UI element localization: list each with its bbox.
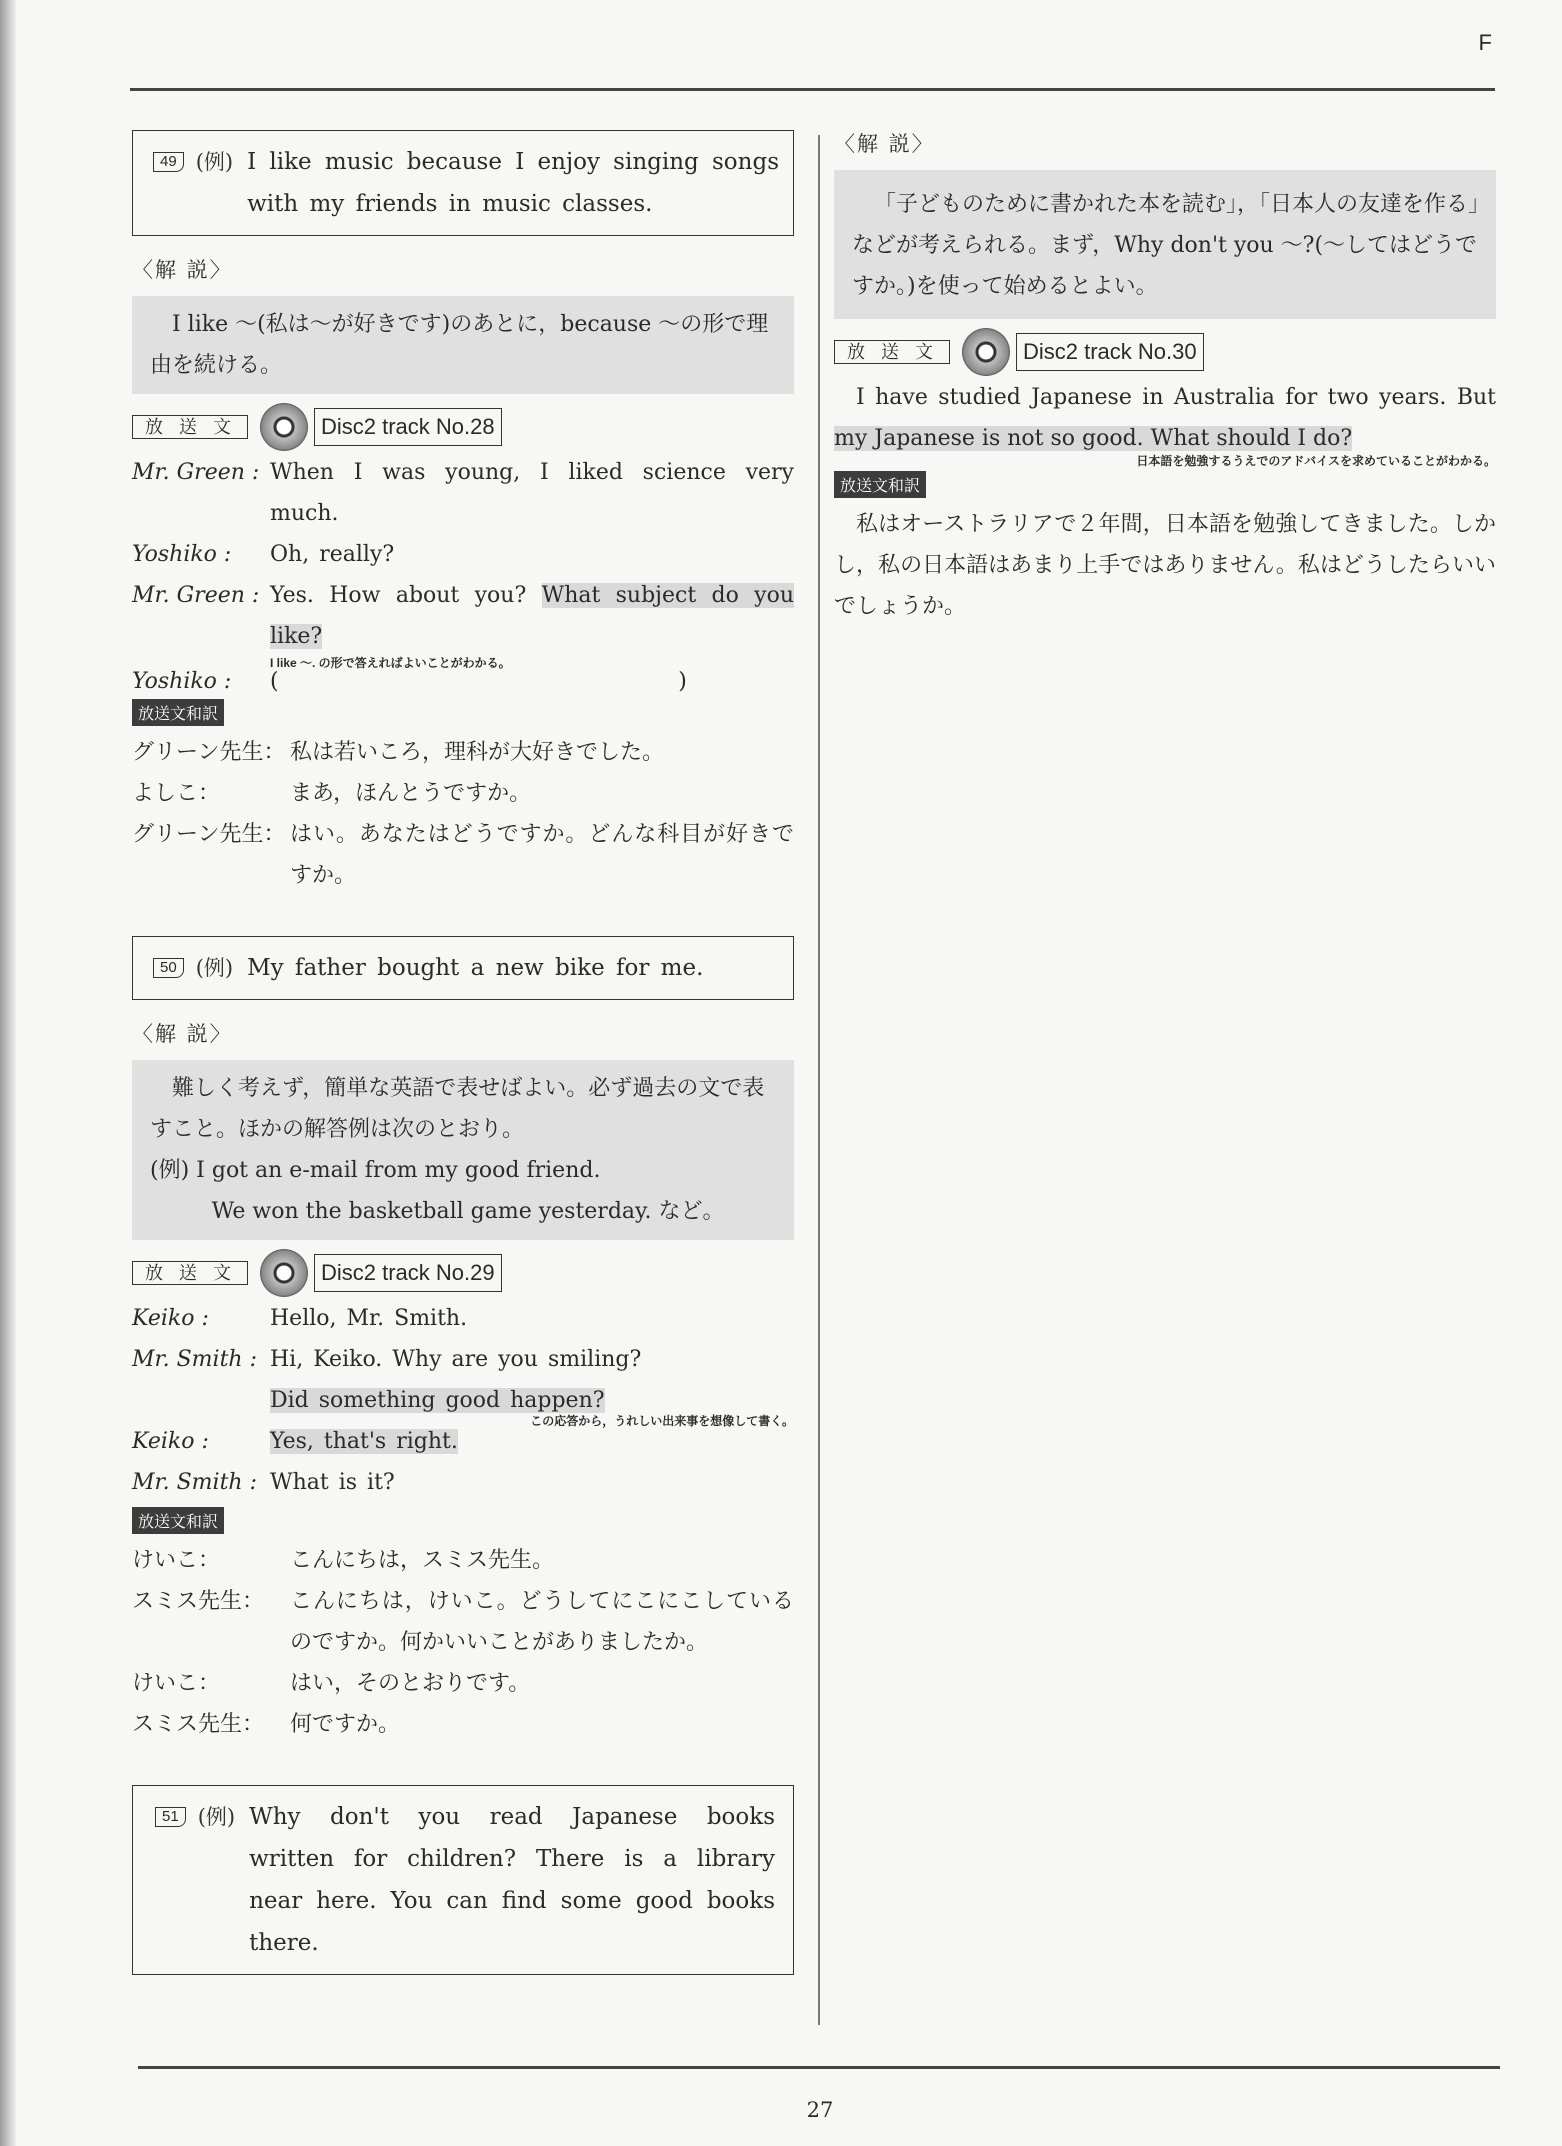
explanation-heading: 〈解 説〉 xyxy=(834,132,935,156)
translation-text: 何ですか。 xyxy=(290,1712,401,1737)
translation-line xyxy=(132,773,794,814)
speaker: Mr. Smith : xyxy=(132,1470,257,1495)
speaker: グリーン先生： xyxy=(132,740,286,765)
question-number: 49 xyxy=(153,152,184,172)
speaker: Yoshiko : xyxy=(132,669,232,694)
answer-box-51 xyxy=(132,1785,794,1975)
broadcast-header xyxy=(132,1248,794,1298)
speaker: Yoshiko : xyxy=(132,542,232,567)
answer-text: Why don't you read Japanese books written for children? There is a library near here. You can find some good books there. xyxy=(249,1804,775,1956)
dialogue-line xyxy=(132,1339,794,1421)
answer-text: I like music because I enjoy singing songs with my friends in music classes. xyxy=(247,149,779,217)
speaker: Keiko : xyxy=(132,1306,209,1331)
speaker: けいこ： xyxy=(132,1671,221,1696)
etc-mark: など。 xyxy=(658,1199,725,1224)
answer-blank: ( ) xyxy=(270,669,687,694)
example-mark: (例) xyxy=(150,1158,190,1183)
cd-icon xyxy=(962,328,1010,376)
dialogue-line xyxy=(132,669,794,695)
explanation-box xyxy=(132,296,794,394)
speaker: スミス先生： xyxy=(132,1712,265,1737)
example-mark: (例) xyxy=(197,1805,236,1829)
utterance: Hello, Mr. Smith. xyxy=(270,1306,468,1331)
speaker: Keiko : xyxy=(132,1429,209,1454)
utterance xyxy=(270,1421,794,1462)
example-sentence: I got an e-mail from my good friend. xyxy=(196,1158,601,1183)
example-sentence: We won the basketball game yesterday. xyxy=(211,1199,652,1224)
speaker: Mr. Smith : xyxy=(132,1347,257,1372)
broadcast-script xyxy=(834,377,1496,459)
dialogue-line xyxy=(132,1462,794,1503)
translation-text: まあ，ほんとうですか。 xyxy=(290,781,532,806)
translation-text: 私はオーストラリアで２年間，日本語を勉強してきました。しかし，私の日本語はあまり上手ではありません。私はどうしたらいいでしょうか。 xyxy=(834,512,1496,619)
translation-line xyxy=(132,814,794,896)
dialogue-line xyxy=(132,575,794,657)
translation-text: はい。あなたはどうですか。どんな科目が好きですか。 xyxy=(290,822,794,888)
translation-line xyxy=(132,732,794,773)
answer-box-49 xyxy=(132,130,794,236)
utterance-plain: Hi, Keiko. Why are you smiling? xyxy=(270,1347,642,1372)
translation-label: 放送文和訳 xyxy=(834,471,926,498)
annotation-note: I like 〜. の形で答えればよいことがわかる。 xyxy=(270,656,511,670)
column-divider xyxy=(818,135,820,2025)
utterance-plain: Yes. How about you? xyxy=(270,583,527,608)
broadcast-label: 放送文 xyxy=(132,415,248,439)
translation-label: 放送文和訳 xyxy=(132,699,224,726)
speaker: スミス先生： xyxy=(132,1589,265,1614)
question-number: 51 xyxy=(155,1807,186,1827)
broadcast-header xyxy=(834,327,1496,377)
dialogue-line xyxy=(132,1421,794,1462)
speaker: グリーン先生： xyxy=(132,822,286,847)
broadcast-label: 放送文 xyxy=(132,1261,248,1285)
answer-text: My father bought a new bike for me. xyxy=(247,955,704,981)
translation-label: 放送文和訳 xyxy=(132,1507,224,1534)
broadcast-label: 放送文 xyxy=(834,340,950,364)
explanation-text: 「子どものために書かれた本を読む」，「日本人の友達を作る」などが考えられる。まず，Why don't you 〜?(〜してはどうですか。)を使って始めるとよい。 xyxy=(852,192,1480,299)
translation-line xyxy=(132,1663,794,1704)
bottom-rule xyxy=(138,2066,1500,2069)
track-label: Disc2 track No.30 xyxy=(1016,333,1204,371)
translation-line xyxy=(132,1581,794,1663)
track-label: Disc2 track No.28 xyxy=(314,408,502,446)
translation-text: はい，そのとおりです。 xyxy=(290,1671,531,1696)
broadcast-header xyxy=(132,402,794,452)
explanation-text: 難しく考えず，簡単な英語で表せばよい。必ず過去の文で表すこと。ほかの解答例は次のとおり。 xyxy=(150,1076,765,1142)
page-corner-letter: F xyxy=(1478,30,1492,55)
dialogue-line xyxy=(132,534,794,575)
dialogue-line xyxy=(132,1298,794,1339)
cd-icon xyxy=(260,403,308,451)
speaker: Mr. Green : xyxy=(132,460,260,485)
example-mark: (例) xyxy=(195,150,234,174)
explanation-heading: 〈解 説〉 xyxy=(132,258,233,282)
script-text: I have studied Japanese in Australia for two years. But xyxy=(856,385,1496,410)
highlighted-question: What subject do you like? xyxy=(270,583,795,649)
binding-shadow xyxy=(0,0,16,2146)
speaker: けいこ： xyxy=(132,1548,221,1573)
highlighted-answer: Yes, that's right. xyxy=(270,1429,458,1454)
answer-box-50 xyxy=(132,936,794,1000)
explanation-text: I like 〜(私は〜が好きです)のあとに，because 〜の形で理由を続ける。 xyxy=(150,312,769,378)
track-label: Disc2 track No.29 xyxy=(314,1254,502,1292)
annotation-note: この応答から，うれしい出来事を想像して書く。 xyxy=(530,1414,794,1428)
utterance: When I was young, I liked science very much. xyxy=(270,460,794,526)
top-rule xyxy=(130,88,1495,91)
translation-text: こんにちは，けいこ。どうしてにこにこしているのですか。何かいいことがありましたか。 xyxy=(290,1589,794,1655)
utterance: What is it? xyxy=(270,1470,395,1495)
dialogue-line xyxy=(132,452,794,534)
utterance xyxy=(270,1339,794,1421)
highlighted-question: Did something good happen? xyxy=(270,1388,605,1413)
example-mark: (例) xyxy=(195,956,234,980)
example-line xyxy=(150,1150,778,1191)
highlighted-script: my Japanese is not so good. What should I do? xyxy=(834,426,1353,451)
translation-text: 私は若いころ，理科が大好きでした。 xyxy=(290,740,665,765)
example-line xyxy=(150,1191,778,1232)
page-number: 27 xyxy=(806,2098,834,2122)
explanation-box xyxy=(132,1060,794,1240)
cd-icon xyxy=(260,1249,308,1297)
question-number: 50 xyxy=(153,958,184,978)
translation-line xyxy=(132,1704,794,1745)
left-column xyxy=(132,130,794,1975)
explanation-heading: 〈解 説〉 xyxy=(132,1022,233,1046)
utterance: Oh, really? xyxy=(270,542,395,567)
speaker: Mr. Green : xyxy=(132,583,260,608)
speaker: よしこ： xyxy=(132,781,221,806)
right-column xyxy=(834,128,1496,627)
explanation-box xyxy=(834,170,1496,319)
utterance xyxy=(270,575,794,657)
translation-line xyxy=(132,1540,794,1581)
translation-text: こんにちは，スミス先生。 xyxy=(290,1548,555,1573)
annotation-note: 日本語を勉強するうえでのアドバイスを求めていることがわかる。 xyxy=(1136,454,1496,468)
